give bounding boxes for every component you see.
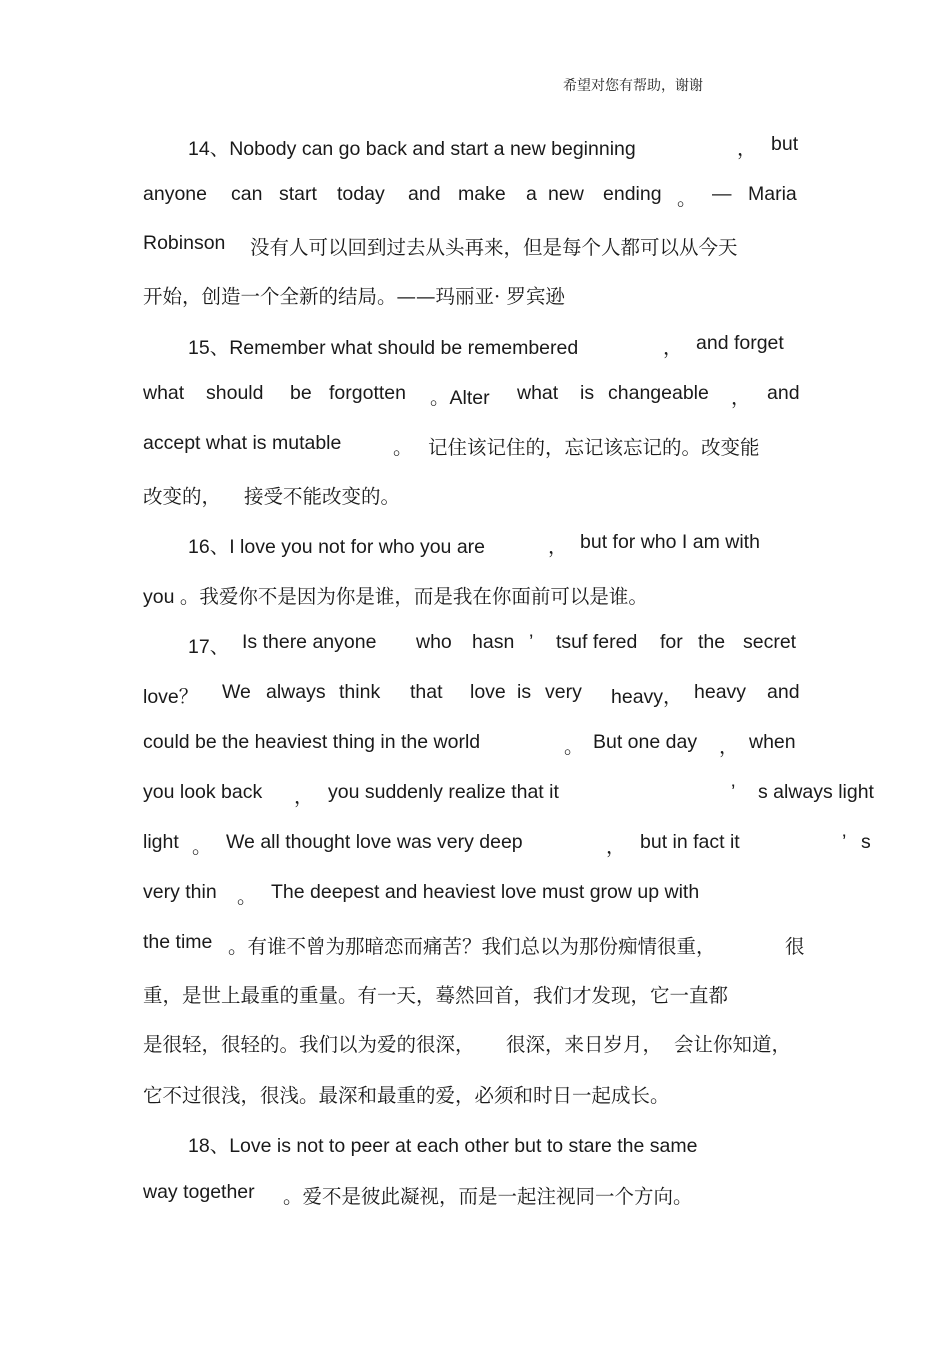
text-run: way together [143,1181,255,1203]
text-run: what [143,382,185,404]
text-run: can [231,183,263,205]
quote-14-line [0,281,950,311]
text-run: 接受不能改变的。 [244,485,401,508]
text-run: But one day [593,731,698,753]
quote-16-line [0,531,950,561]
quote-15-line [0,432,950,462]
text-run: start [279,183,317,205]
quote-17-line [0,980,950,1010]
text-run: ， [294,786,314,808]
quote-14-line [0,183,950,213]
text-run: 会让你知道， [674,1033,792,1056]
quote-17-line [0,1080,950,1110]
page-header: 希望对您有帮助，谢谢 [563,78,703,94]
text-run: love [470,681,506,703]
text-run: 。 [393,437,413,459]
text-run: 。 [237,886,257,908]
text-run: is [517,681,532,703]
quote-18-line [0,1181,950,1211]
quote-17-line [0,931,950,961]
text-run: is [580,382,595,404]
text-run: who [416,631,452,653]
text-run: 15、Remember what should be remembered [188,337,579,359]
text-run: the [698,631,726,653]
quote-17-line [0,731,950,761]
text-run: but in fact it [640,831,740,853]
text-run: and [408,183,441,205]
text-run: when [749,731,796,753]
text-run: very thin [143,881,217,903]
text-run: 。Alter [430,387,490,409]
text-run: you 。我爱你不是因为你是谁，而是我在你面前可以是谁。 [143,586,648,608]
text-run: be [290,382,312,404]
text-run: could be the heaviest thing in the world [143,731,481,753]
quote-18-line [0,1130,950,1160]
text-run: new [548,183,584,205]
text-run: ， [719,736,739,758]
text-run: s [861,831,871,853]
text-run: changeable [608,382,709,404]
text-run: 很深，来日岁月， [506,1033,663,1056]
quote-17-line [0,881,950,911]
text-run: ， [606,836,626,858]
text-run: think [339,681,381,703]
text-run: — [712,183,732,205]
text-run: and [767,681,800,703]
text-run: We [222,681,251,703]
text-run: and forget [696,332,784,354]
text-run: 重，是世上最重的重量。有一天，蓦然回首，我们才发现，它一直都 [143,984,729,1007]
text-run: ’ [731,781,736,803]
text-run: We all thought love was very deep [226,831,523,853]
text-run: 它不过很浅，很浅。最深和最重的爱，必须和时日一起成长。 [143,1084,670,1107]
text-run: 。有谁不曾为那暗恋而痛苦？我们总以为那份痴情很重， [228,935,716,958]
text-run: 16、I love you not for who you are [188,536,486,558]
text-run: tsuf fered [556,631,638,653]
text-run: 18、Love is not to peer at each other but to stare the same [188,1135,698,1157]
text-run: 是很轻，很轻的。我们以为爱的很深， [143,1033,475,1056]
text-run: 14、Nobody can go back and start a new beginning [188,138,636,160]
text-run: Is there anyone [242,631,377,653]
text-run: hasn [472,631,515,653]
text-run: accept what is mutable [143,432,342,454]
text-run: the time [143,931,213,953]
text-run: you look back [143,781,263,803]
text-run: Maria [748,183,797,205]
text-run: today [337,183,385,205]
text-run: 开始，创造一个全新的结局。——玛丽亚· 罗宾逊 [143,285,565,308]
quote-14-line [0,133,950,163]
text-run: The deepest and heaviest love must grow up with [271,881,700,903]
text-run: a [526,183,537,205]
text-run: what [517,382,559,404]
text-run: heavy [694,681,747,703]
quote-17-line [0,1029,950,1059]
text-run: ， [731,387,751,409]
text-run: ， [737,138,757,160]
text-run: Robinson [143,232,226,254]
quote-15-line [0,332,950,362]
text-run: secret [743,631,797,653]
text-run: s always light [758,781,874,803]
text-run: heavy， [611,686,683,708]
text-run: but [771,133,799,155]
text-run: make [458,183,506,205]
text-run: that [410,681,443,703]
text-run: ， [548,536,568,558]
quote-17-line [0,831,950,861]
text-run: 没有人可以回到过去从头再来，但是每个人都可以从今天 [250,236,738,259]
text-run: ’ [529,631,534,653]
text-run: 。爱不是彼此凝视，而是一起注视同一个方向。 [283,1185,693,1208]
quote-15-line [0,481,950,511]
text-run: but for who I am with [580,531,760,553]
text-run: should [206,382,264,404]
text-run: and [767,382,800,404]
quote-17-line [0,781,950,811]
quote-16-line [0,581,950,611]
text-run: 。 [564,736,584,758]
text-run: 改变的， [143,485,222,508]
text-run: ending [603,183,662,205]
text-run: love？ [143,686,199,708]
quote-17-line [0,631,950,661]
text-run: ’ [842,831,847,853]
text-run: forgotten [329,382,406,404]
quote-14-line [0,232,950,262]
text-run: 17、 [188,636,230,658]
text-run: 。 [192,836,212,858]
quote-15-line [0,382,950,412]
text-run: you suddenly realize that it [328,781,559,803]
text-run: for [660,631,683,653]
text-run: ， [663,337,683,359]
text-run: 很 [785,935,805,958]
text-run: anyone [143,183,207,205]
text-run: 。 [677,188,697,210]
text-run: always [266,681,326,703]
text-run: 记住该记住的，忘记该忘记的。改变能 [428,436,760,459]
text-run: light [143,831,179,853]
text-run: very [545,681,582,703]
quote-17-line [0,681,950,711]
